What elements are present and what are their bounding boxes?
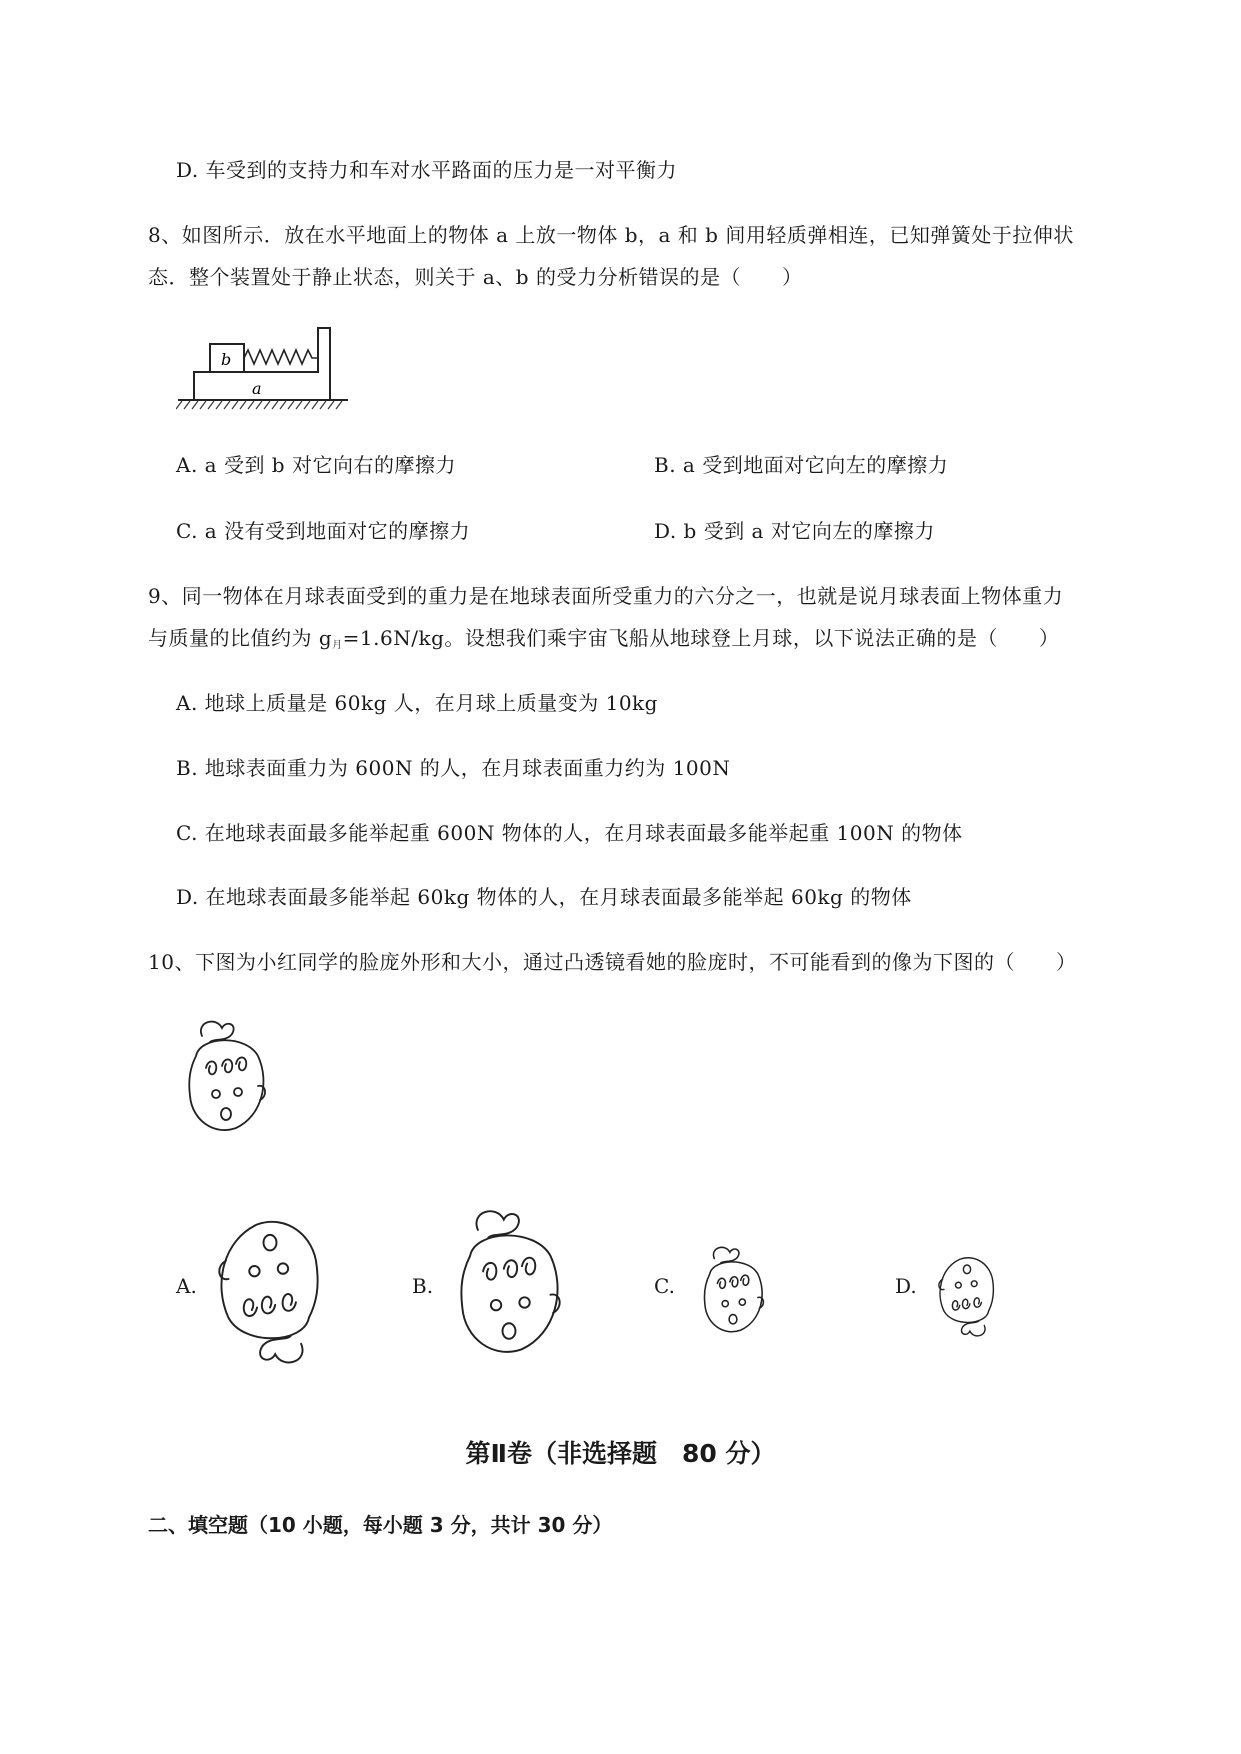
q10-choice-c-label: C. [654, 1274, 675, 1298]
section-2-heading: 二、填空题（10 小题，每小题 3 分，共计 30 分） [148, 1513, 613, 1537]
q8-option-c: C. a 没有受到地面对它的摩擦力 [176, 519, 471, 543]
q8-stem-line2: 态．整个装置处于静止状态，则关于 a、b 的受力分析错误的是（ ） [148, 265, 803, 289]
q10-choice-b-face [444, 1204, 574, 1379]
q10-choice-a-label: A. [176, 1274, 197, 1298]
q10-choice-d-face [931, 1243, 1003, 1341]
reference-face-drawing [176, 1016, 276, 1151]
q9-option-b: B. 地球表面重力为 600N 的人，在月球表面重力约为 100N [176, 756, 731, 780]
q8-spring-block-figure [176, 322, 356, 412]
q10-choice-a-face [205, 1196, 335, 1371]
q9-option-a: A. 地球上质量是 60kg 人，在月球上质量变为 10kg [176, 691, 658, 715]
q9-stem-line2: 与质量的比值约为 $g_月=1.6N/kg$。设想我们乘宇宙飞船从地球登上月球，以下说法正确的是（ ） [148, 626, 1060, 651]
q8-option-b: B. a 受到地面对它向左的摩擦力 [654, 453, 949, 477]
block-b-label: b [221, 350, 232, 369]
q8-stem-line1: 8、如图所示．放在水平地面上的物体 a 上放一物体 b，a 和 b 间用轻质弹相连，已知弹簧处于拉伸状 [148, 223, 1074, 247]
q9-option-d: D. 在地球表面最多能举起 60kg 物体的人，在月球表面最多能举起 60kg 的物体 [176, 885, 912, 909]
q10-choice-d-label: D. [895, 1274, 917, 1298]
q9-stem-line1: 9、同一物体在月球表面受到的重力是在地球表面所受重力的六分之一，也就是说月球表面上物体重力 [148, 584, 1064, 608]
section-2-title: 第Ⅱ卷（非选择题 80 分） [465, 1439, 776, 1468]
q7-option-d: D. 车受到的支持力和车对水平路面的压力是一对平衡力 [176, 158, 678, 182]
q8-option-d: D. b 受到 a 对它向左的摩擦力 [654, 519, 935, 543]
q10-stem: 10、下图为小红同学的脸庞外形和大小，通过凸透镜看她的脸庞时，不可能看到的像为下图的（ ） [148, 950, 1077, 974]
q10-choice-c-face [694, 1243, 772, 1348]
q8-option-a: A. a 受到 b 对它向右的摩擦力 [176, 453, 456, 477]
block-a-label: a [252, 379, 262, 398]
q10-choice-b-label: B. [412, 1274, 434, 1298]
q9-option-c: C. 在地球表面最多能举起重 600N 物体的人，在月球表面最多能举起重 100N 的物体 [176, 821, 963, 845]
